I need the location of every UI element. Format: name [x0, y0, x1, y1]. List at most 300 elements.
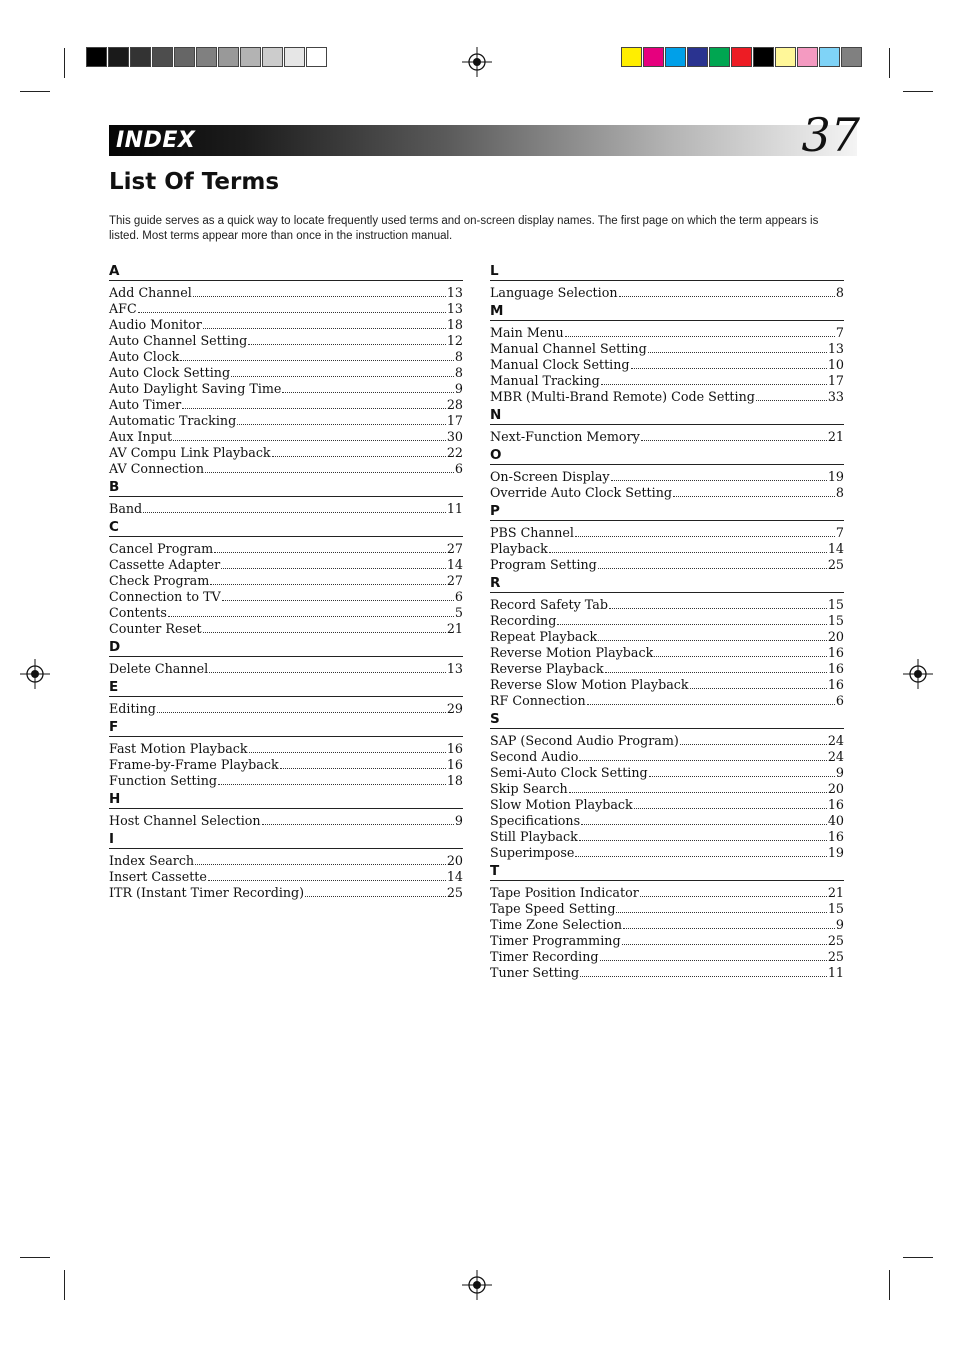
entry-term: Playback — [490, 541, 548, 556]
index-section — [490, 263, 844, 301]
index-entry — [490, 949, 844, 965]
entry-term: Slow Motion Playback — [490, 797, 633, 812]
entry-term: Timer Recording — [490, 949, 599, 964]
dot-leader — [222, 599, 454, 601]
registration-mark-icon — [903, 659, 933, 689]
dot-leader — [205, 471, 454, 473]
dot-leader — [641, 439, 827, 441]
entry-page-number: 8 — [454, 365, 463, 380]
registration-mark-icon — [462, 47, 492, 77]
dot-leader — [631, 367, 827, 369]
crop-mark — [64, 1270, 65, 1300]
dot-leader — [157, 711, 446, 713]
dot-leader — [690, 687, 827, 689]
entry-term: Auto Clock — [109, 349, 180, 364]
entry-term: Counter Reset — [109, 621, 202, 636]
entry-term: Next-Function Memory — [490, 429, 640, 444]
entry-page-number: 8 — [835, 485, 844, 500]
entry-page-number: 27 — [446, 541, 463, 556]
index-section — [109, 519, 463, 637]
index-entry — [109, 741, 463, 757]
index-entry — [490, 845, 844, 861]
section-letter: R — [490, 575, 844, 593]
dot-leader — [598, 639, 827, 641]
entry-page-number: 21 — [827, 429, 844, 444]
color-swatch — [108, 47, 129, 67]
color-swatch — [643, 47, 664, 67]
index-section — [109, 679, 463, 717]
section-letter: P — [490, 503, 844, 521]
entry-term: Tuner Setting — [490, 965, 580, 980]
entry-term: Insert Cassette — [109, 869, 207, 884]
dot-leader — [581, 823, 827, 825]
entry-page-number: 24 — [827, 749, 844, 764]
dot-leader — [587, 703, 835, 705]
dot-leader — [557, 623, 827, 625]
entry-page-number: 16 — [827, 797, 844, 812]
index-entry — [490, 749, 844, 765]
crop-mark — [903, 91, 933, 92]
entry-term: Check Program — [109, 573, 210, 588]
dot-leader — [565, 335, 835, 337]
entry-page-number: 22 — [446, 445, 463, 460]
dot-leader — [193, 295, 446, 297]
entry-term: Fast Motion Playback — [109, 741, 248, 756]
entry-term: Frame-by-Frame Playback — [109, 757, 279, 772]
entry-page-number: 33 — [827, 389, 844, 404]
index-entry — [490, 541, 844, 557]
index-entry — [109, 317, 463, 333]
dot-leader — [248, 343, 446, 345]
entry-page-number: 6 — [835, 693, 844, 708]
dot-leader — [619, 295, 835, 297]
index-entry — [109, 397, 463, 413]
entry-page-number: 20 — [446, 853, 463, 868]
entry-page-number: 13 — [827, 341, 844, 356]
dot-leader — [280, 767, 446, 769]
index-entry — [490, 813, 844, 829]
entry-term: Semi-Auto Clock Setting — [490, 765, 648, 780]
entry-term: Editing — [109, 701, 156, 716]
entry-page-number: 14 — [446, 869, 463, 884]
dot-leader — [249, 751, 446, 753]
index-section — [490, 303, 844, 405]
section-letter: F — [109, 719, 463, 737]
index-entry — [109, 381, 463, 397]
index-entry — [109, 661, 463, 677]
index-entry — [109, 605, 463, 621]
section-letter: M — [490, 303, 844, 321]
index-section — [109, 831, 463, 901]
index-entry — [109, 853, 463, 869]
entry-term: AFC — [109, 301, 137, 316]
entry-page-number: 19 — [827, 845, 844, 860]
dot-leader — [214, 551, 446, 553]
index-section — [109, 479, 463, 517]
dot-leader — [180, 359, 454, 361]
index-section — [109, 639, 463, 677]
color-swatch — [621, 47, 642, 67]
entry-page-number: 10 — [827, 357, 844, 372]
entry-page-number: 40 — [827, 813, 844, 828]
dot-leader — [282, 391, 454, 393]
index-entry — [490, 965, 844, 981]
color-swatch — [86, 47, 107, 67]
entry-term: Connection to TV — [109, 589, 221, 604]
dot-leader — [616, 911, 826, 913]
crop-mark — [903, 1257, 933, 1258]
index-entry — [109, 429, 463, 445]
index-entry — [109, 333, 463, 349]
dot-leader — [611, 479, 827, 481]
index-entry — [490, 901, 844, 917]
color-swatch — [753, 47, 774, 67]
entry-page-number: 11 — [446, 501, 463, 516]
dot-leader — [575, 535, 835, 537]
entry-page-number: 17 — [446, 413, 463, 428]
index-column-right — [490, 263, 844, 983]
page-title: List Of Terms — [109, 169, 280, 195]
index-entry — [109, 885, 463, 901]
entry-page-number: 8 — [454, 349, 463, 364]
registration-mark-icon — [462, 1270, 492, 1300]
section-letter: N — [490, 407, 844, 425]
intro-paragraph: This guide serves as a quick way to locate frequently used terms and on-screen display names. The first page on which the term appears is listed. Most terms appear more than once in the instruction manual. — [109, 215, 819, 242]
section-letter: D — [109, 639, 463, 657]
entry-term: Repeat Playback — [490, 629, 598, 644]
entry-page-number: 16 — [827, 661, 844, 676]
index-entry — [109, 501, 463, 517]
entry-page-number: 25 — [827, 933, 844, 948]
dot-leader — [605, 671, 827, 673]
entry-page-number: 9 — [835, 917, 844, 932]
section-letter: I — [109, 831, 463, 849]
index-section — [109, 263, 463, 477]
dot-leader — [600, 959, 827, 961]
entry-page-number: 12 — [446, 333, 463, 348]
dot-leader — [756, 399, 827, 401]
index-entry — [109, 573, 463, 589]
index-entry — [490, 781, 844, 797]
dot-leader — [654, 655, 827, 657]
entry-page-number: 6 — [454, 461, 463, 476]
dot-leader — [272, 455, 446, 457]
color-swatch — [284, 47, 305, 67]
index-entry — [109, 349, 463, 365]
entry-term: AV Connection — [109, 461, 204, 476]
dot-leader — [203, 327, 446, 329]
crop-mark — [20, 91, 50, 92]
entry-page-number: 24 — [827, 733, 844, 748]
page-number: 37 — [801, 108, 860, 162]
color-swatch — [306, 47, 327, 67]
entry-page-number: 25 — [827, 557, 844, 572]
entry-term: Still Playback — [490, 829, 578, 844]
dot-leader — [634, 807, 827, 809]
entry-page-number: 28 — [446, 397, 463, 412]
entry-term: Record Safety Tab — [490, 597, 608, 612]
dot-leader — [209, 671, 446, 673]
entry-page-number: 9 — [835, 765, 844, 780]
section-letter: A — [109, 263, 463, 281]
entry-term: Manual Tracking — [490, 373, 600, 388]
index-entry — [490, 733, 844, 749]
entry-page-number: 27 — [446, 573, 463, 588]
entry-term: Timer Programming — [490, 933, 621, 948]
index-entry — [490, 765, 844, 781]
entry-term: Auto Timer — [109, 397, 182, 412]
header-band — [109, 125, 857, 156]
entry-term: Reverse Slow Motion Playback — [490, 677, 689, 692]
entry-term: Tape Speed Setting — [490, 901, 616, 916]
index-entry — [109, 365, 463, 381]
color-swatch — [196, 47, 217, 67]
entry-term: Cancel Program — [109, 541, 214, 556]
index-entry — [109, 285, 463, 301]
index-entry — [109, 589, 463, 605]
dot-leader — [195, 863, 446, 865]
index-section — [490, 575, 844, 709]
entry-page-number: 30 — [446, 429, 463, 444]
entry-term: Program Setting — [490, 557, 597, 572]
index-section — [109, 719, 463, 789]
entry-page-number: 16 — [446, 757, 463, 772]
index-column-left — [109, 263, 463, 903]
dot-leader — [218, 783, 446, 785]
entry-page-number: 9 — [454, 813, 463, 828]
index-entry — [109, 301, 463, 317]
dot-leader — [579, 839, 827, 841]
dot-leader — [623, 927, 835, 929]
color-swatch — [240, 47, 261, 67]
entry-page-number: 17 — [827, 373, 844, 388]
entry-page-number: 29 — [446, 701, 463, 716]
section-letter: H — [109, 791, 463, 809]
entry-term: Host Channel Selection — [109, 813, 261, 828]
entry-page-number: 21 — [446, 621, 463, 636]
entry-page-number: 16 — [827, 645, 844, 660]
index-entry — [109, 461, 463, 477]
entry-term: Band — [109, 501, 143, 516]
entry-page-number: 15 — [827, 597, 844, 612]
dot-leader — [598, 567, 827, 569]
entry-page-number: 13 — [446, 285, 463, 300]
index-entry — [490, 429, 844, 445]
entry-term: Manual Clock Setting — [490, 357, 630, 372]
dot-leader — [173, 439, 446, 441]
color-swatch — [797, 47, 818, 67]
index-entry — [109, 701, 463, 717]
entry-page-number: 21 — [827, 885, 844, 900]
color-swatch — [841, 47, 862, 67]
dot-leader — [622, 943, 827, 945]
entry-term: Language Selection — [490, 285, 618, 300]
entry-term: Auto Daylight Saving Time — [109, 381, 282, 396]
index-entry — [490, 389, 844, 405]
dot-leader — [231, 375, 454, 377]
entry-term: Automatic Tracking — [109, 413, 237, 428]
process-color-bar — [621, 47, 863, 69]
color-swatch — [687, 47, 708, 67]
index-section — [490, 863, 844, 981]
dot-leader — [649, 775, 835, 777]
index-entry — [109, 557, 463, 573]
index-entry — [109, 445, 463, 461]
entry-page-number: 13 — [446, 301, 463, 316]
index-entry — [490, 525, 844, 541]
dot-leader — [549, 551, 827, 553]
index-section — [490, 447, 844, 501]
entry-term: Specifications — [490, 813, 581, 828]
entry-page-number: 14 — [446, 557, 463, 572]
entry-term: Skip Search — [490, 781, 568, 796]
entry-page-number: 20 — [827, 781, 844, 796]
entry-page-number: 18 — [446, 773, 463, 788]
color-swatch — [174, 47, 195, 67]
color-swatch — [731, 47, 752, 67]
entry-term: Reverse Motion Playback — [490, 645, 654, 660]
dot-leader — [648, 351, 827, 353]
entry-page-number: 7 — [835, 525, 844, 540]
dot-leader — [237, 423, 446, 425]
entry-term: On-Screen Display — [490, 469, 610, 484]
index-entry — [109, 869, 463, 885]
index-entry — [490, 613, 844, 629]
dot-leader — [601, 383, 827, 385]
color-swatch — [130, 47, 151, 67]
dot-leader — [203, 631, 446, 633]
entry-term: Tape Position Indicator — [490, 885, 639, 900]
dot-leader — [262, 823, 454, 825]
entry-page-number: 15 — [827, 901, 844, 916]
section-letter: C — [109, 519, 463, 537]
dot-leader — [208, 879, 446, 881]
dot-leader — [673, 495, 835, 497]
entry-page-number: 8 — [835, 285, 844, 300]
entry-term: PBS Channel — [490, 525, 574, 540]
entry-term: ITR (Instant Timer Recording) — [109, 885, 305, 900]
index-section — [490, 503, 844, 573]
index-entry — [490, 677, 844, 693]
entry-term: AV Compu Link Playback — [109, 445, 271, 460]
dot-leader — [305, 895, 446, 897]
index-entry — [490, 917, 844, 933]
entry-page-number: 25 — [827, 949, 844, 964]
entry-term: Recording — [490, 613, 557, 628]
section-letter: S — [490, 711, 844, 729]
entry-page-number: 16 — [827, 677, 844, 692]
index-entry — [109, 773, 463, 789]
entry-page-number: 14 — [827, 541, 844, 556]
section-letter: L — [490, 263, 844, 281]
dot-leader — [143, 511, 446, 513]
color-swatch — [665, 47, 686, 67]
entry-page-number: 16 — [827, 829, 844, 844]
dot-leader — [569, 791, 827, 793]
entry-term: Second Audio — [490, 749, 579, 764]
index-entry — [109, 757, 463, 773]
dot-leader — [680, 743, 827, 745]
entry-page-number: 19 — [827, 469, 844, 484]
entry-page-number: 15 — [827, 613, 844, 628]
dot-leader — [221, 567, 446, 569]
index-entry — [490, 285, 844, 301]
index-section — [490, 711, 844, 861]
section-title: INDEX — [116, 128, 196, 153]
index-entry — [490, 597, 844, 613]
crop-mark — [889, 1270, 890, 1300]
index-entry — [109, 813, 463, 829]
entry-term: Contents — [109, 605, 167, 620]
index-entry — [490, 341, 844, 357]
entry-term: Manual Channel Setting — [490, 341, 647, 356]
index-entry — [490, 693, 844, 709]
index-entry — [490, 469, 844, 485]
entry-page-number: 20 — [827, 629, 844, 644]
entry-term: Auto Channel Setting — [109, 333, 248, 348]
entry-term: Add Channel — [109, 285, 192, 300]
index-entry — [490, 933, 844, 949]
entry-term: Audio Monitor — [109, 317, 202, 332]
entry-page-number: 16 — [446, 741, 463, 756]
entry-page-number: 5 — [454, 605, 463, 620]
dot-leader — [575, 855, 826, 857]
entry-term: Main Menu — [490, 325, 564, 340]
entry-term: Time Zone Selection — [490, 917, 623, 932]
entry-term: Function Setting — [109, 773, 217, 788]
entry-term: Superimpose — [490, 845, 575, 860]
entry-page-number: 7 — [835, 325, 844, 340]
entry-page-number: 9 — [454, 381, 463, 396]
index-section — [490, 407, 844, 445]
section-letter: E — [109, 679, 463, 697]
index-entry — [109, 541, 463, 557]
dot-leader — [579, 759, 826, 761]
entry-page-number: 13 — [446, 661, 463, 676]
entry-term: Reverse Playback — [490, 661, 604, 676]
index-entry — [490, 629, 844, 645]
grayscale-color-bar — [86, 47, 328, 69]
entry-term: Cassette Adapter — [109, 557, 221, 572]
entry-term: RF Connection — [490, 693, 586, 708]
crop-mark — [64, 48, 65, 78]
color-swatch — [819, 47, 840, 67]
entry-term: Aux Input — [109, 429, 173, 444]
entry-term: Delete Channel — [109, 661, 209, 676]
entry-term: SAP (Second Audio Program) — [490, 733, 679, 748]
index-entry — [490, 645, 844, 661]
crop-mark — [20, 1257, 50, 1258]
dot-leader — [138, 311, 446, 313]
entry-page-number: 6 — [454, 589, 463, 604]
dot-leader — [580, 975, 827, 977]
entry-term: Auto Clock Setting — [109, 365, 231, 380]
color-swatch — [775, 47, 796, 67]
index-entry — [490, 661, 844, 677]
index-entry — [109, 413, 463, 429]
section-letter: T — [490, 863, 844, 881]
section-letter: B — [109, 479, 463, 497]
index-entry — [490, 829, 844, 845]
entry-term: Index Search — [109, 853, 195, 868]
entry-page-number: 18 — [446, 317, 463, 332]
entry-page-number: 11 — [827, 965, 844, 980]
index-entry — [490, 885, 844, 901]
color-swatch — [262, 47, 283, 67]
dot-leader — [640, 895, 827, 897]
entry-term: Override Auto Clock Setting — [490, 485, 673, 500]
color-swatch — [152, 47, 173, 67]
